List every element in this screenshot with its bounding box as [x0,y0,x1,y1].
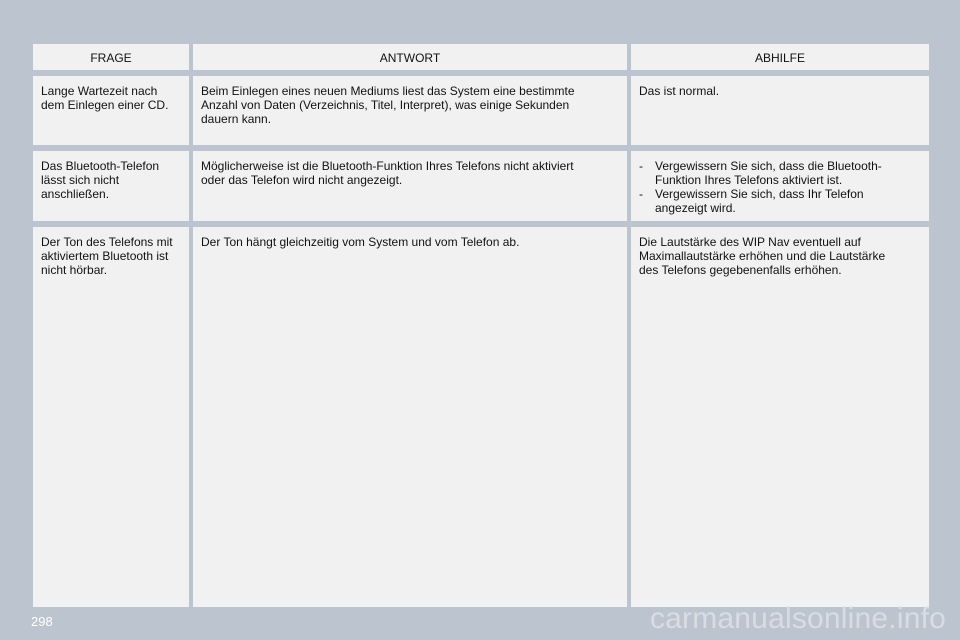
text-line: Vergewissern Sie sich, dass die Bluetooth- [655,159,882,173]
page-number: 298 [31,614,53,629]
text-line: des Telefons gegebenenfalls erhöhen. [639,263,842,277]
row1-abhilfe [631,76,929,145]
text-line: Die Lautstärke des WIP Nav eventuell auf [639,235,861,249]
row2-frage [33,151,189,221]
row3-antwort [193,227,627,607]
text-line: Lange Wartezeit nach [41,84,158,98]
row2-antwort [193,151,627,221]
text-line: Anzahl von Daten (Verzeichnis, Titel, Interpret), was einige Sekunden [201,98,570,112]
text-line: angezeigt wird. [655,201,736,215]
text-line: dem Einlegen einer CD. [41,98,169,112]
header-frage: FRAGE [33,44,189,70]
text-line: Vergewissern Sie sich, dass Ihr Telefon [655,187,864,201]
header-antwort: ANTWORT [193,44,627,70]
text-line: Das Bluetooth-Telefon [41,159,160,173]
header-abhilfe: ABHILFE [631,44,929,70]
bullet-text [655,187,921,215]
text-line: Der Ton des Telefons mit [41,235,173,249]
bullet-item [639,187,921,215]
watermark: carmanualsonline.info [649,602,946,635]
text-line: Funktion Ihres Telefons aktiviert ist. [655,173,843,187]
bullet-dash: - [639,187,643,201]
row1-frage [33,76,189,145]
bullet-dash: - [639,159,643,173]
row1-antwort [193,76,627,145]
text-line: Der Ton hängt gleichzeitig vom System und vom Telefon ab. [201,235,520,249]
bullet-text [655,159,921,187]
text-line: aktiviertem Bluetooth ist [41,249,169,263]
text-line: nicht hörbar. [41,263,108,277]
text-line: Möglicherweise ist die Bluetooth-Funktion Ihres Telefons nicht aktiviert [201,159,574,173]
bullet-item [639,159,921,187]
text-line: oder das Telefon wird nicht angezeigt. [201,173,403,187]
text-line: anschließen. [41,187,110,201]
text-line: Beim Einlegen eines neuen Mediums liest das System eine bestimmte [201,84,575,98]
text-line: Maximallautstärke erhöhen und die Lautstärke [639,249,886,263]
row3-frage [33,227,189,607]
row2-abhilfe [631,151,929,221]
text-line: dauern kann. [201,112,272,126]
text-line: lässt sich nicht [41,173,120,187]
text-line: Das ist normal. [639,84,720,98]
row3-abhilfe [631,227,929,607]
